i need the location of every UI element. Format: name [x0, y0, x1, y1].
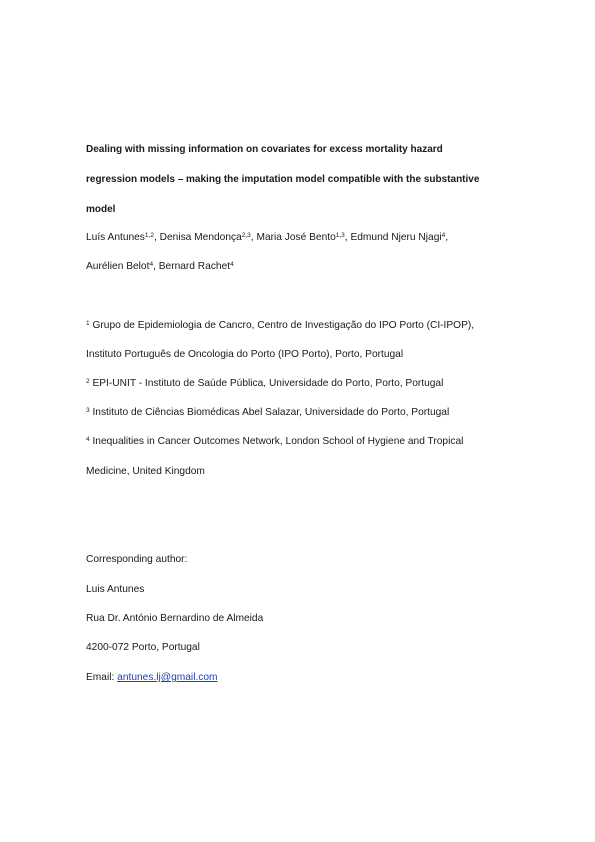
- author-name: Luís Antunes: [86, 232, 145, 243]
- corresponding-heading: Corresponding author:: [86, 554, 188, 565]
- author-affiliation-marker: 4: [149, 261, 154, 268]
- affiliation-2: [86, 377, 443, 390]
- author-affiliation-marker: 4: [230, 261, 234, 268]
- paper-title-line-1: Dealing with missing information on covariates for excess mortality hazard: [86, 144, 443, 155]
- authors-line-2: Aurélien Belot$^4$, Bernard Rachet$^4$: [86, 261, 234, 272]
- authors-line-1: Luís Antunes$^{1,2}$, Denisa Mendonça$^{2,3}$, Maria José Bento$^{1,3}$, Edmund Njeru Njagi$^4$,: [86, 232, 449, 243]
- affiliation-number: 1: [86, 320, 90, 327]
- author-affiliation-marker: 4: [441, 232, 446, 239]
- affiliation-text: EPI-UNIT - Instituto de Saúde Pública, Universidade do Porto, Porto, Portugal: [92, 378, 444, 389]
- corresponding-email-line: [86, 671, 218, 684]
- affiliation-text: Instituto de Ciências Biomédicas Abel Salazar, Universidade do Porto, Portugal: [92, 407, 450, 418]
- email-label: Email:: [86, 672, 115, 683]
- author-name: Maria José Bento: [256, 232, 336, 243]
- author-name: Edmund Njeru Njagi: [350, 232, 442, 243]
- paper-title-line-2: regression models – making the imputation model compatible with the substantive: [86, 174, 480, 185]
- affiliation-4-line-1: [86, 435, 463, 448]
- author-name: Aurélien Belot: [86, 261, 150, 272]
- email-link[interactable]: antunes.lj@gmail.com: [117, 672, 218, 683]
- author-affiliation-marker: 1,3: [335, 232, 345, 239]
- corresponding-city: 4200-072 Porto, Portugal: [86, 642, 200, 653]
- affiliation-text: Inequalities in Cancer Outcomes Network, London School of Hygiene and Tropical: [92, 436, 464, 447]
- corresponding-name: Luis Antunes: [86, 584, 145, 595]
- author-affiliation-marker: 2,3: [241, 232, 251, 239]
- paper-title-line-3: model: [86, 204, 116, 215]
- affiliation-number: 2: [86, 378, 90, 385]
- affiliation-number: 3: [86, 407, 90, 414]
- affiliation-4-line-2: Medicine, United Kingdom: [86, 466, 205, 477]
- author-name: Bernard Rachet: [158, 261, 231, 272]
- affiliation-text: Grupo de Epidemiologia de Cancro, Centro de Investigação do IPO Porto (CI-IPOP),: [92, 320, 475, 331]
- author-name: Denisa Mendonça: [159, 232, 242, 243]
- affiliation-1-line-1: [86, 319, 474, 332]
- affiliation-3: [86, 406, 449, 419]
- author-affiliation-marker: 1,2: [144, 232, 154, 239]
- corresponding-street: Rua Dr. António Bernardino de Almeida: [86, 613, 264, 624]
- affiliation-number: 4: [86, 436, 90, 443]
- affiliation-1-line-2: Instituto Português de Oncologia do Porto (IPO Porto), Porto, Portugal: [86, 349, 404, 360]
